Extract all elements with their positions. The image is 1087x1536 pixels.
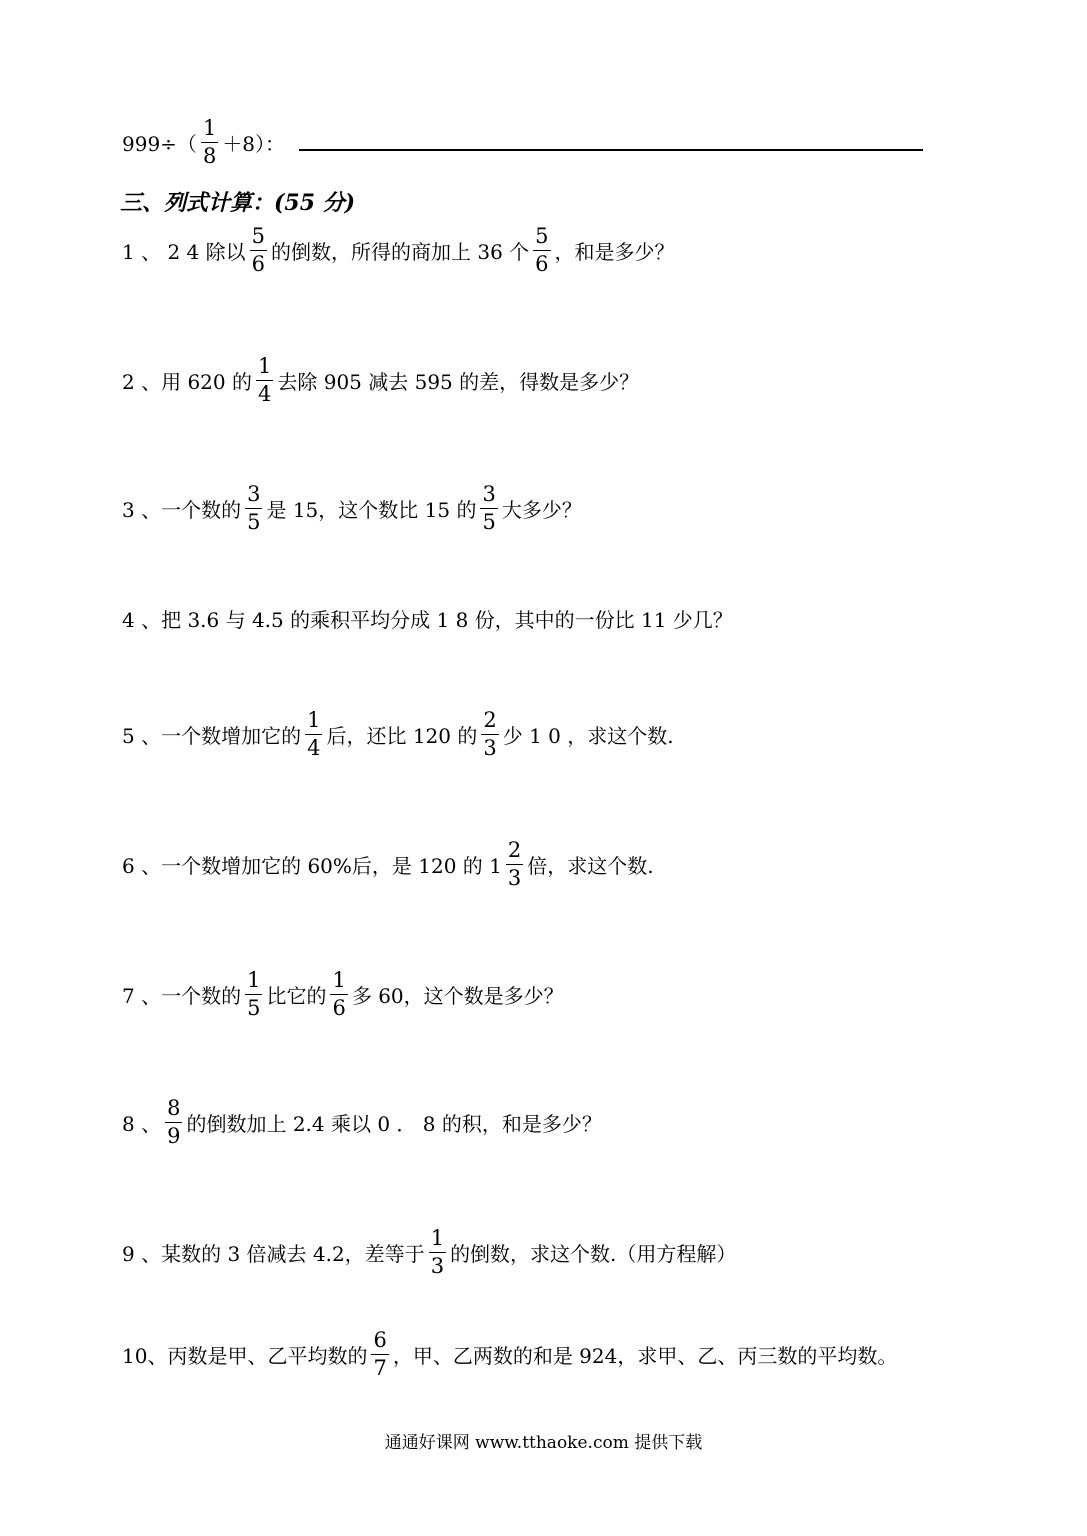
question-text: 大多少？ [501, 498, 582, 522]
question-8 [122, 1098, 602, 1147]
fraction [506, 840, 523, 889]
fraction-denominator: 5 [247, 510, 261, 534]
question-text: 1 、 2 4 除以 [122, 240, 246, 264]
fraction-numerator: 1 [257, 354, 272, 378]
question-text: 去除 905 减去 595 的差，得数是多少？ [277, 370, 640, 394]
fraction [371, 1330, 388, 1379]
fraction-denominator: 5 [482, 510, 496, 534]
fraction [165, 1098, 182, 1147]
question-7 [122, 970, 564, 1019]
question-text: 的倒数加上 2.4 乘以 0 ． 8 的积，和是多少？ [186, 1112, 602, 1136]
fraction [533, 226, 550, 275]
fraction-denominator: 9 [167, 1124, 181, 1148]
question-2 [122, 356, 639, 405]
fraction [256, 356, 273, 405]
question-text: ，甲、乙两数的和是 924，求甲、乙、丙三数的平均数。 [392, 1344, 898, 1368]
fraction [429, 1228, 446, 1277]
fraction-numerator: 1 [307, 708, 321, 732]
fraction-numerator: 1 [332, 968, 346, 992]
footer-text: 通通好课网 www.tthaoke.com 提供下载 [384, 1433, 703, 1453]
fraction-denominator: 6 [251, 252, 265, 276]
fraction [245, 970, 262, 1019]
question-text: 9 、某数的 3 倍减去 4.2，差等于 [122, 1242, 425, 1266]
fraction [330, 970, 347, 1019]
question-text: 倍，求这个数. [527, 854, 654, 878]
fraction-numerator: 1 [202, 116, 217, 140]
question-text: 后，还比 120 的 [326, 724, 478, 748]
fraction-denominator: 6 [535, 252, 549, 276]
fraction [480, 484, 497, 533]
fraction-denominator: 7 [373, 1356, 387, 1380]
fraction-numerator: 1 [247, 968, 261, 992]
question-text: 5 、一个数增加它的 [122, 724, 302, 748]
question-3 [122, 484, 582, 533]
fraction-numerator: 1 [430, 1226, 445, 1250]
question-9 [122, 1228, 736, 1277]
question-4 [122, 604, 733, 633]
fraction-numerator: 3 [482, 482, 496, 506]
fraction-denominator: 6 [332, 996, 346, 1020]
question-5 [122, 710, 674, 759]
question-text: 是 15，这个数比 15 的 [266, 498, 477, 522]
fraction-numerator: 5 [535, 224, 549, 248]
fraction-denominator: 3 [430, 1254, 445, 1278]
question-text: 的倒数，所得的商加上 36 个 [270, 240, 530, 264]
fraction [201, 118, 218, 167]
fraction [245, 484, 262, 533]
fraction-denominator: 4 [307, 736, 321, 760]
question-text: 的倒数，求这个数.（用方程解） [450, 1242, 737, 1266]
question-text: 7 、一个数的 [122, 984, 242, 1008]
section-heading: 三、列式计算：(55 分) [120, 190, 356, 216]
fraction-denominator: 3 [507, 866, 522, 890]
question-10 [122, 1330, 897, 1379]
question-text: 8 、 [122, 1112, 162, 1136]
top-expression-suffix: ＋8）： [222, 132, 286, 156]
fraction-numerator: 3 [247, 482, 261, 506]
fraction-denominator: 3 [483, 736, 497, 760]
fraction [250, 226, 267, 275]
answer-line[interactable] [299, 149, 923, 151]
question-text: 比它的 [266, 984, 327, 1008]
fraction-denominator: 8 [202, 144, 217, 168]
top-expression-prefix: 999÷（ [122, 132, 197, 156]
fraction [481, 710, 498, 759]
fraction [305, 710, 322, 759]
fraction-denominator: 5 [247, 996, 261, 1020]
question-text: 6 、一个数增加它的 60%后，是 120 的 1 [122, 854, 502, 878]
fraction-numerator: 2 [483, 708, 497, 732]
question-text: 10、丙数是甲、乙平均数的 [122, 1344, 368, 1368]
fraction-numerator: 6 [373, 1328, 387, 1352]
fraction-denominator: 4 [257, 382, 272, 406]
question-text: 2 、用 620 的 [122, 370, 252, 394]
fraction-numerator: 2 [507, 838, 522, 862]
top-expression [122, 118, 923, 167]
question-1 [122, 226, 675, 275]
question-6 [122, 840, 654, 889]
question-text: 4 、把 3.6 与 4.5 的乘积平均分成 1 8 份，其中的一份比 11 少几？ [122, 608, 733, 632]
fraction-numerator: 5 [251, 224, 265, 248]
fraction-numerator: 8 [167, 1096, 181, 1120]
question-text: 多 60，这个数是多少？ [351, 984, 564, 1008]
question-text: 3 、一个数的 [122, 498, 242, 522]
question-text: ，和是多少？ [554, 240, 675, 264]
question-text: 少 1 0 ，求这个数. [502, 724, 674, 748]
